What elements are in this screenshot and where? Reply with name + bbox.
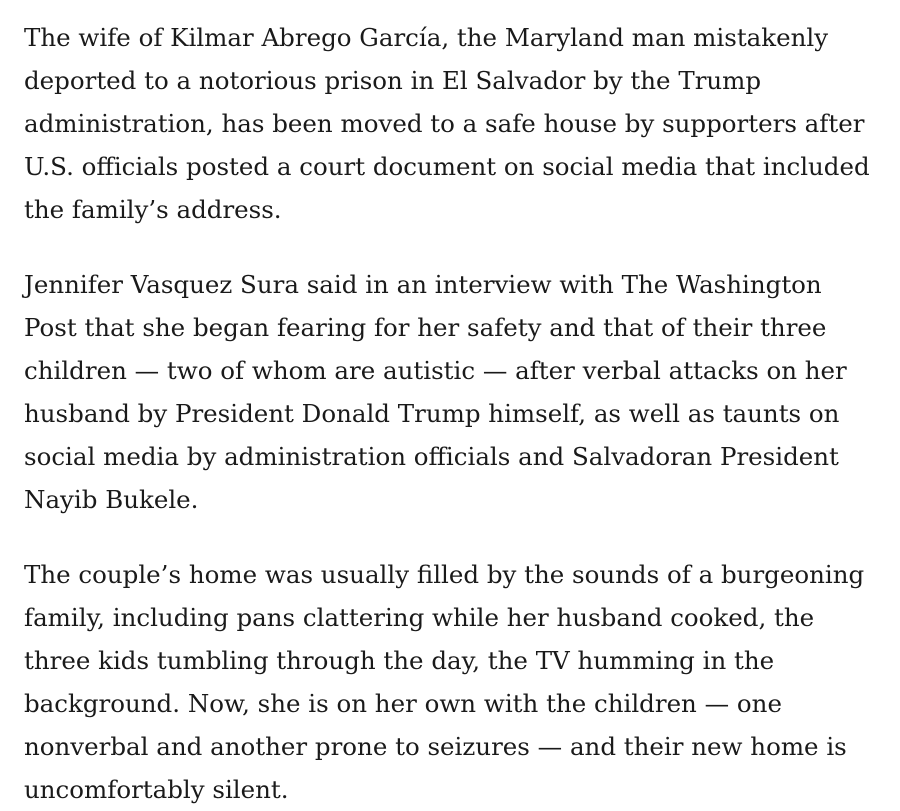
article-paragraph: The couple’s home was usually filled by the sounds of a burgeoning family, including pans clattering while her husband cooked, the three kids tumbling through the day, the TV humming in the background. Now, she is on her own with the children — one nonverbal and another prone to seizures — and their new home is uncomfortably silent. [24,560,865,804]
article-paragraph: The wife of Kilmar Abrego García, the Maryland man mistakenly deported to a notorious prison in El Salvador by the Trump administration, has been moved to a safe house by supporters after U.S. officials posted a court document on social media that included the family’s address. [24,23,870,224]
article-paragraph: Jennifer Vasquez Sura said in an interview with The Washington Post that she began fearing for her safety and that of their three children — two of whom are autistic — after verbal attacks on her husband by President Donald Trump himself, as well as taunts on social media by administration officials and Salvadoran President Nayib Bukele. [24,270,847,514]
